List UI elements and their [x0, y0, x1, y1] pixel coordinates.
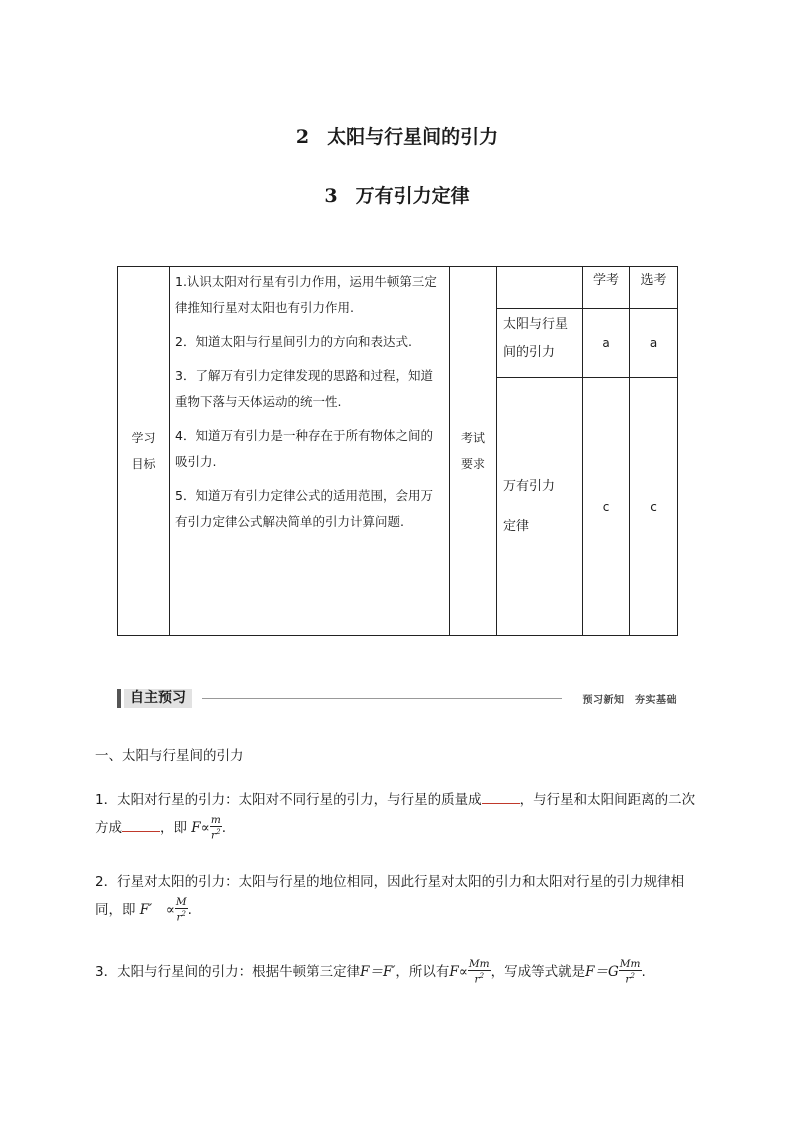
lesson-number: 2	[295, 126, 310, 148]
fill-blank	[122, 817, 160, 832]
fraction: $\frac{Mm}{r^2}$	[619, 957, 641, 986]
section-divider	[202, 698, 562, 699]
formula-lhs: F′ ∝	[139, 902, 175, 918]
lesson-number: 3	[324, 185, 338, 207]
section-marker	[117, 689, 121, 708]
topic-cell: 万有引力 定律	[497, 378, 583, 636]
lesson-title-1	[0, 122, 794, 149]
paragraph-2: 2．行星对太阳的引力：太阳与行星的地位相同，因此行星对太阳的引力和太阳对行星的引力规律相同，即 F′ ∝ $\frac{M}{r^2}$ .	[95, 874, 685, 924]
goal-item: 5．知道万有引力定律公式的适用范围，会用万有引力定律公式解决简单的引力计算问题.	[175, 488, 433, 529]
paragraph-3: 3．太阳与行星间的引力：根据牛顿第三定律F＝F′，所以有F∝ $\frac{Mm}{r^2}$ ，写成等式就是F＝G $\frac{Mm}{r^2}$ .	[95, 957, 646, 986]
section-title: 自主预习	[124, 689, 192, 708]
goal-item: 1.认识太阳对行星有引力作用，运用牛顿第三定律推知行星对太阳也有引力作用.	[175, 274, 437, 315]
learning-goals-list	[170, 267, 450, 636]
section-tagline: 预习新知 夯实基础	[582, 695, 677, 706]
goal-item: 2．知道太阳与行星间引力的方向和表达式.	[175, 334, 412, 349]
lesson-title-2	[0, 181, 794, 208]
fraction: $\frac{Mm}{r^2}$	[468, 957, 490, 986]
level-xuankao: a	[630, 309, 678, 378]
level-xuekao: c	[583, 378, 630, 636]
col-header-xuekao: 学考	[583, 267, 630, 309]
subsection-heading: 一、太阳与行星间的引力	[95, 748, 244, 764]
topic-cell: 太阳与行星 间的引力	[497, 309, 583, 378]
empty-header-cell	[497, 267, 583, 309]
learning-goals-label: 学习 目标	[118, 267, 170, 636]
goal-item: 3．了解万有引力定律发现的思路和过程，知道重物下落与天体运动的统一性.	[175, 368, 433, 409]
formula: F＝F′	[360, 964, 396, 980]
goal-item: 4．知道万有引力是一种存在于所有物体之间的吸引力.	[175, 428, 433, 469]
col-header-xuankao: 选考	[630, 267, 678, 309]
fill-blank	[482, 789, 520, 804]
fraction: $\frac{m}{r^2}$	[210, 813, 221, 842]
exam-requirements-label: 考试 要求	[450, 267, 497, 636]
formula-lhs: F∝	[191, 820, 210, 836]
formula-lhs: F＝G	[585, 964, 619, 980]
level-xuankao: c	[630, 378, 678, 636]
paragraph-1: 1．太阳对行星的引力：太阳对不同行星的引力，与行星的质量成 ，与行星和太阳间距离的二次方成 ，即 F∝ $\frac{m}{r^2}$ .	[95, 786, 705, 842]
level-xuekao: a	[583, 309, 630, 378]
objectives-table	[117, 266, 678, 636]
lesson-title-text: 太阳与行星间的引力	[327, 126, 499, 148]
fraction: $\frac{M}{r^2}$	[175, 895, 187, 924]
formula-lhs: F∝	[449, 964, 468, 980]
lesson-title-text: 万有引力定律	[355, 185, 470, 207]
section-header	[117, 688, 677, 710]
